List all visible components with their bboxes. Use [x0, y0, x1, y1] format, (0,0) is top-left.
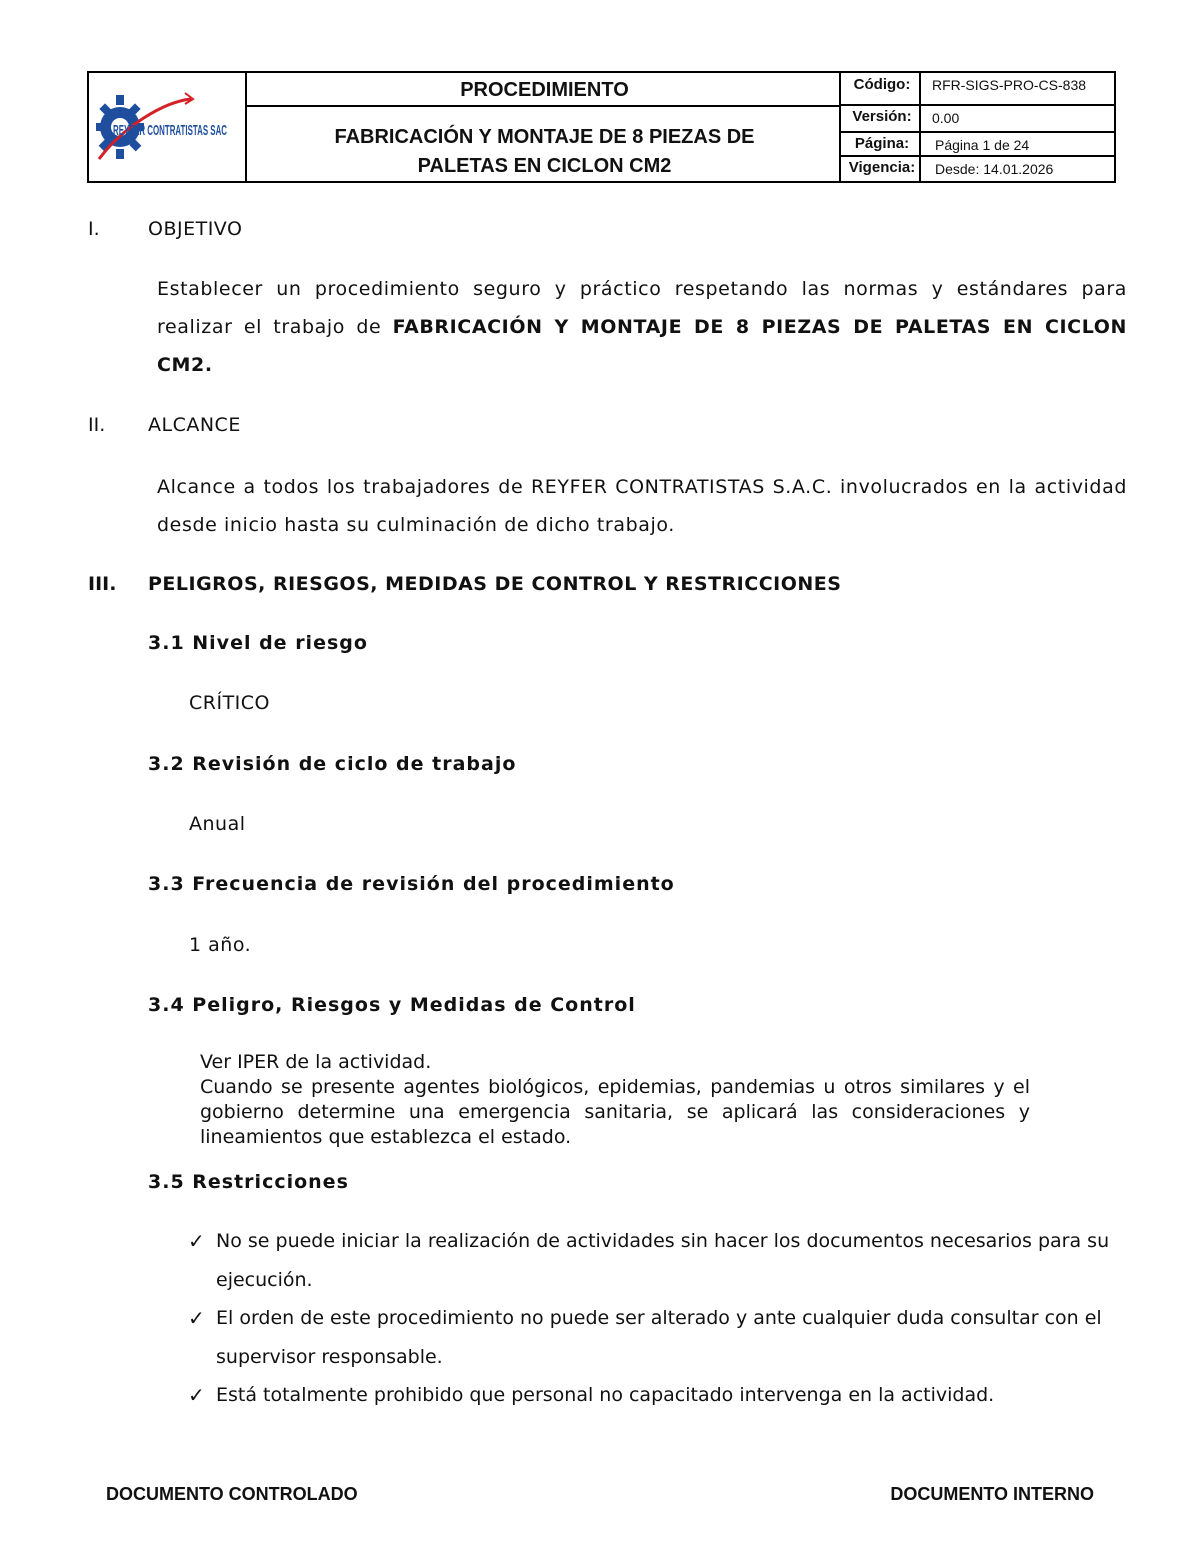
header-divider: [245, 73, 247, 181]
header-divider: [839, 155, 1116, 157]
header-divider: [245, 105, 841, 107]
list-item-text: El orden de este procedimiento no puede ser alterado y ante cualquier duda consultar con el supervisor responsable.: [216, 1307, 1102, 1368]
subsection-title-medidas: 3.4 Peligro, Riesgos y Medidas de Control: [148, 994, 636, 1016]
list-item-text: No se puede iniciar la realización de actividades sin hacer los documentos necesarios para su ejecución.: [216, 1230, 1110, 1291]
document-title-line: PALETAS EN CICLON CM2: [417, 155, 672, 177]
subsection-title-nivel: 3.1 Nivel de riesgo: [148, 632, 368, 654]
section-title-alcance: ALCANCE: [148, 414, 241, 436]
nivel-value: CRÍTICO: [189, 692, 271, 714]
subsection-title-restricciones: 3.5 Restricciones: [148, 1171, 349, 1193]
checkmark-icon: ✓: [188, 1383, 205, 1407]
pagina-value: Página 1 de 24: [935, 137, 1030, 153]
medidas-line: Ver IPER de la actividad.: [200, 1051, 432, 1073]
list-item: [188, 1222, 1118, 1299]
alcance-paragraph: Alcance a todos los trabajadores de REYFER CONTRATISTAS S.A.C. involucrados en la actividad desde inicio hasta su culminación de dicho trabajo.: [157, 476, 1127, 536]
logo-text: REYFER CONTRATISTAS SAC: [113, 122, 228, 139]
procedure-label: PROCEDIMIENTO: [460, 79, 629, 101]
vigencia-value: Desde: 14.01.2026: [935, 161, 1054, 177]
restricciones-list: [188, 1222, 1118, 1415]
objetivo-bold-text: FABRICACIÓN Y MONTAJE DE 8 PIEZAS DE PALETAS EN CICLON CM2.: [157, 316, 1127, 376]
footer-left: DOCUMENTO CONTROLADO: [106, 1484, 358, 1504]
list-item: [188, 1376, 1118, 1415]
section-number: III.: [88, 573, 117, 595]
revision-value: Anual: [189, 813, 246, 835]
document-title-line: FABRICACIÓN Y MONTAJE DE 8 PIEZAS DE: [334, 126, 755, 148]
footer-right: DOCUMENTO INTERNO: [890, 1484, 1094, 1504]
list-item-text: Está totalmente prohibido que personal no capacitado intervenga en la actividad.: [216, 1384, 995, 1406]
checkmark-icon: ✓: [188, 1229, 205, 1253]
objetivo-text: Establecer un procedimiento seguro y práctico respetando las normas y estándares para realizar el trabajo de: [157, 278, 1127, 338]
section-title-objetivo: OBJETIVO: [148, 218, 243, 240]
objetivo-paragraph: [157, 270, 1127, 384]
medidas-note: [200, 1050, 1030, 1150]
version-label: Versión:: [852, 108, 912, 125]
header-divider: [839, 131, 1116, 133]
section-number: I.: [88, 218, 100, 240]
document-title: [248, 123, 841, 181]
version-value: 0.00: [932, 110, 960, 126]
section-title-peligros: PELIGROS, RIESGOS, MEDIDAS DE CONTROL Y RESTRICCIONES: [148, 573, 842, 595]
header-divider: [839, 104, 1116, 106]
pagina-label: Página:: [854, 135, 910, 152]
section-number: II.: [88, 414, 106, 436]
subsection-title-frecuencia: 3.3 Frecuencia de revisión del procedimiento: [148, 873, 675, 895]
codigo-label: Código:: [853, 76, 911, 93]
codigo-value: RFR-SIGS-PRO-CS-838: [932, 77, 1087, 93]
header-divider: [1114, 73, 1116, 181]
medidas-line: Cuando se presente agentes biológicos, epidemias, pandemias u otros similares y el gobierno determine una emergencia sanitaria, se aplicará las consideraciones y lineamientos que establezca el estado.: [200, 1076, 1030, 1148]
frecuencia-value: 1 año.: [189, 934, 252, 956]
checkmark-icon: ✓: [188, 1306, 205, 1330]
subsection-title-revision: 3.2 Revisión de ciclo de trabajo: [148, 753, 517, 775]
vigencia-label: Vigencia:: [848, 159, 916, 176]
company-logo: [93, 77, 243, 177]
list-item: [188, 1299, 1118, 1376]
document-header-table: [87, 71, 1116, 183]
